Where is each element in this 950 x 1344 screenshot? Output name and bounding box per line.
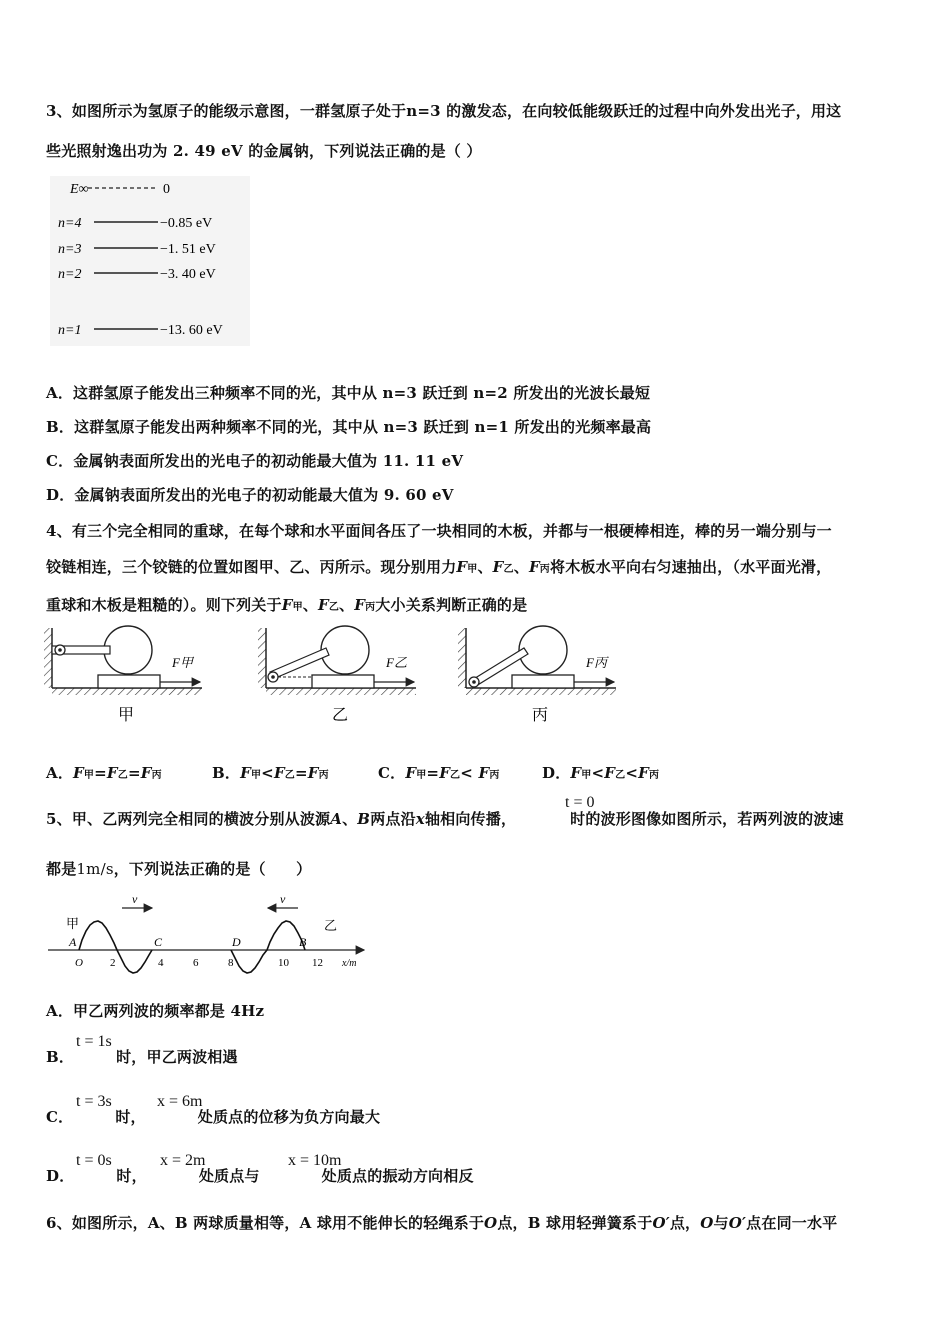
v-label-yi: v (280, 892, 286, 906)
einf-label: E∞ (70, 182, 89, 197)
q5-optd-math1: t = 0s (76, 1152, 112, 1169)
figure-jia (44, 626, 202, 724)
q4-option-b: B．F甲<F乙=F丙 (212, 764, 329, 782)
q4-option-c: C．F甲=F乙< F丙 (378, 764, 500, 782)
q3-option-d: D．金属钠表面所发出的光电子的初动能最大值为 9. 60 eV (46, 486, 454, 504)
point-c: C (154, 935, 163, 949)
figure-label-jia: 甲 (118, 707, 135, 724)
figure-label-bing: 丙 (532, 707, 549, 724)
q4-option-d: D．F甲<F乙<F丙 (542, 764, 660, 782)
tick-4: 4 (158, 957, 164, 969)
tick-8: 8 (228, 957, 234, 969)
q5-option-c: C． 时， 处质点的位移为负方向最大 (46, 1108, 381, 1126)
q3-option-c: C．金属钠表面所发出的光电子的初动能最大值为 11. 11 eV (46, 452, 464, 470)
q4-option-a: A．F甲=F乙=F丙 (46, 764, 162, 782)
level-e2: −3. 40 eV (160, 267, 216, 282)
tick-o: O (75, 957, 83, 969)
wave-yi (231, 921, 305, 973)
figure-label-yi: 乙 (332, 707, 349, 724)
q3-line-1: 3、如图所示为氢原子的能级示意图，一群氢原子处于n=3 的激发态，在向较低能级跃迁的过程中向外发出光子，用这 (46, 102, 842, 120)
q5-option-d: D． 时， 处质点与 处质点的振动方向相反 (46, 1167, 474, 1185)
point-a: A (69, 935, 77, 949)
wave-jia (79, 921, 152, 973)
q5-option-a: A．甲乙两列波的频率都是 4Hz (46, 1002, 265, 1020)
force-label-jia: F甲 (172, 655, 193, 670)
level-n4: n=4 (58, 216, 82, 231)
q4-line-3: 重球和木板是粗糙的）。则下列关于F甲、F乙、F丙大小关系判断正确的是 (46, 596, 528, 614)
tick-12: 12 (312, 957, 323, 969)
q5-t0: t = 0 (565, 794, 595, 811)
point-d: D (232, 935, 241, 949)
axis-label: x/m (342, 958, 357, 969)
q4-line-1: 4、有三个完全相同的重球，在每个球和水平面间各压了一块相同的木板，并都与一根硬棒相连，棒的另一端分别与一 (46, 522, 832, 540)
figure-yi (258, 626, 416, 724)
hinge-figures (40, 620, 680, 730)
q5-line-1: 5、甲、乙两列完全相同的横波分别从波源A、B两点沿x轴相向传播， 时的波形图像如图所示，若两列波的波速 (46, 810, 844, 828)
q3-option-b: B．这群氢原子能发出两种频率不同的光，其中从 n=3 跃迁到 n=1 所发出的光频率最高 (46, 418, 652, 436)
q4-line-2: 铰链相连，三个铰链的位置如图甲、乙、丙所示。现分别用力F甲、F乙、F丙将木板水平向右匀速抽出，（水平面光滑， (46, 558, 832, 576)
point-b: B (299, 935, 307, 949)
level-n1: n=1 (58, 323, 82, 338)
q3-option-a: A．这群氢原子能发出三种频率不同的光，其中从 n=3 跃迁到 n=2 所发出的光波长最短 (46, 384, 651, 402)
q6-line-1: 6、如图所示，A、B 两球质量相等，A 球用不能伸长的轻绳系于O点，B 球用轻弹簧系于O′点，O与O′点在同一水平 (46, 1214, 838, 1232)
q5-optc-math1: t = 3s (76, 1093, 112, 1110)
tick-10: 10 (278, 957, 289, 969)
q5-optd-math2: x = 2m (160, 1152, 206, 1169)
force-label-bing: F丙 (586, 655, 607, 670)
force-label-yi: F乙 (386, 655, 407, 670)
figure-bing (458, 626, 616, 724)
label-yi: 乙 (324, 918, 338, 933)
q5-line-2: 都是1m/s，下列说法正确的是（ ） (46, 860, 312, 878)
q5-optc-math2: x = 6m (157, 1093, 203, 1110)
tick-6: 6 (193, 957, 199, 969)
level-e4: −0.85 eV (160, 216, 213, 231)
q5-option-b: B． 时，甲乙两波相遇 (46, 1048, 238, 1066)
q3-line-2: 些光照射逸出功为 2. 49 eV 的金属钠，下列说法正确的是（ ） (46, 142, 482, 160)
q5-optb-math: t = 1s (76, 1033, 112, 1050)
level-e3: −1. 51 eV (160, 242, 216, 257)
einf-value: 0 (163, 182, 170, 197)
level-n2: n=2 (58, 267, 82, 282)
level-n3: n=3 (58, 242, 82, 257)
energy-level-diagram (50, 176, 250, 346)
tick-2: 2 (110, 957, 116, 969)
wave-figure (46, 888, 376, 974)
v-label-jia: v (132, 892, 138, 906)
label-jia: 甲 (66, 916, 80, 931)
level-e1: −13. 60 eV (160, 323, 223, 338)
q5-optd-math3: x = 10m (288, 1152, 342, 1169)
